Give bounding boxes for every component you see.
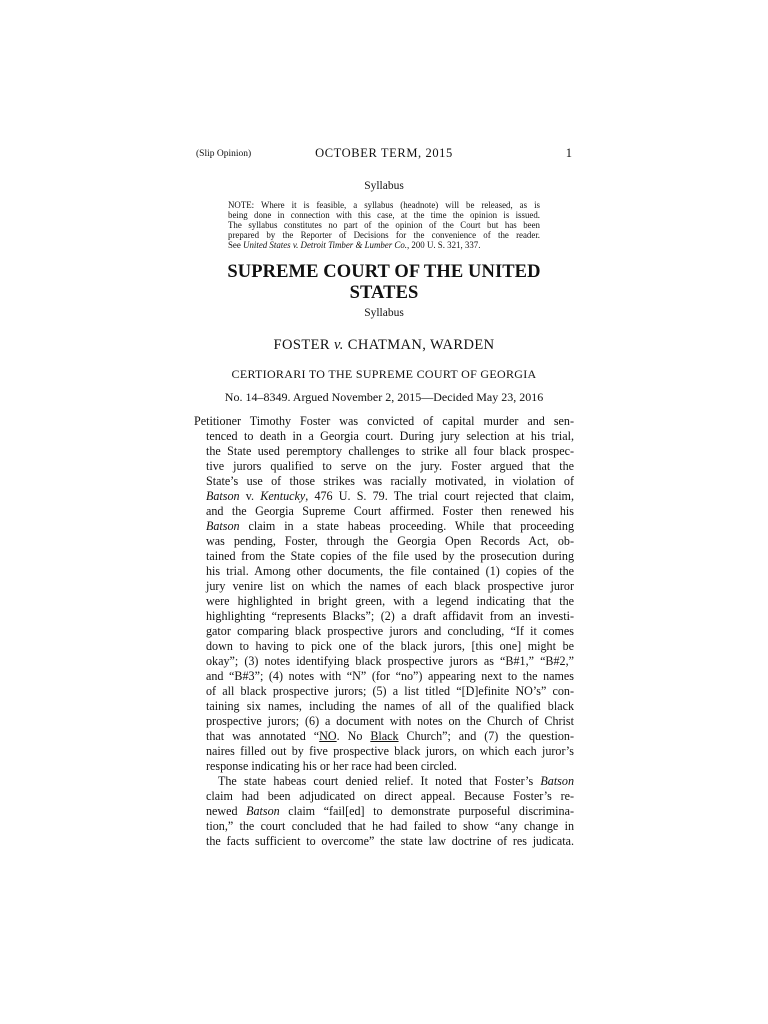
body-line: gator comparing black prospective jurors and concluding, “If it comes xyxy=(206,624,574,639)
term-label: OCTOBER TERM, 2015 xyxy=(315,146,453,160)
body-line xyxy=(194,489,574,504)
body-text-fragment: Church”; and (7) the question- xyxy=(398,729,574,744)
respondent-name: CHATMAN, WARDEN xyxy=(343,337,495,353)
body-line: down to having to pick one of the black jurors, [this one] might be xyxy=(206,639,574,654)
body-text-fragment: claim “fail[ed] to demonstrate purposeful discrimina- xyxy=(279,804,574,819)
body-line: tive jurors qualified to serve on the jury. Foster argued that the xyxy=(206,459,574,474)
note-line: prepared by the Reporter of Decisions for the convenience of the reader. xyxy=(228,229,540,240)
body-line: were highlighted in bright green, with a legend indicating that the xyxy=(206,594,574,609)
case-name xyxy=(194,337,574,354)
case-ref-batson: Batson xyxy=(206,519,240,534)
syllabus-heading-top: Syllabus xyxy=(364,180,404,192)
body-line: his trial. Among other documents, the file contained (1) copies of the xyxy=(206,564,574,579)
case-ref-batson: Batson xyxy=(206,489,240,504)
body-line: tenced to death in a Georgia court. During jury selection at his trial, xyxy=(206,429,574,444)
underlined-no: NO xyxy=(319,729,337,744)
body-text-fragment: that was annotated “ xyxy=(206,729,320,744)
body-line: naires filled out by five prospective black jurors, on which each juror’s xyxy=(206,744,574,759)
body-line: the State used peremptory challenges to strike all four black prospec- xyxy=(206,444,574,459)
body-text-fragment: , 476 U. S. 79. The trial court rejected that claim, xyxy=(305,489,574,504)
versus: v. xyxy=(333,337,344,353)
body-line xyxy=(194,729,574,744)
body-line: response indicating his or her race had been circled. xyxy=(206,759,457,774)
body-line: State’s use of those strikes was racially motivated, in violation of xyxy=(206,474,574,489)
headnote-notice xyxy=(228,201,540,251)
body-line: tained from the State copies of the file used by the prosecution during xyxy=(206,549,574,564)
note-cited-case: United States v. Detroit Timber & Lumber Co. xyxy=(243,239,407,250)
body-text-fragment: newed xyxy=(206,804,247,819)
body-line: Petitioner Timothy Foster was convicted of capital murder and sen- xyxy=(194,414,574,428)
body-text-fragment: v. xyxy=(239,489,261,504)
petitioner-name: FOSTER xyxy=(273,337,334,353)
court-title: SUPREME COURT OF THE UNITED STATES xyxy=(227,262,541,303)
body-line: the facts sufficient to overcome” the state law doctrine of res judicata. xyxy=(206,834,574,849)
body-line: and “B#3”; (4) notes with “N” (for “no”) appearing next to the names xyxy=(206,669,574,684)
body-line: of all black prospective jurors; (5) a list titled “[D]efinite NO’s” con- xyxy=(206,684,574,699)
body-line: tion,” the court concluded that he had failed to show “any change in xyxy=(206,819,574,834)
body-line: and the Georgia Supreme Court affirmed. Foster then renewed his xyxy=(206,504,574,519)
underlined-black: Black xyxy=(370,729,399,744)
body-line: highlighting “represents Blacks”; (2) a draft affidavit from an investi- xyxy=(206,609,574,624)
body-line: was pending, Foster, through the Georgia Open Records Act, ob- xyxy=(206,534,574,549)
note-line: being done in connection with this case, at the time the opinion is issued. xyxy=(228,209,540,220)
slip-opinion-label: (Slip Opinion) xyxy=(196,149,252,159)
body-text-fragment: claim in a state habeas proceeding. While that proceeding xyxy=(239,519,574,534)
note-line-citation xyxy=(228,241,540,251)
docket-line: No. 14–8349. Argued November 2, 2015—Decided May 23, 2016 xyxy=(224,390,544,404)
body-text-fragment: . No xyxy=(336,729,371,744)
body-text-fragment: The state habeas court denied relief. It noted that Foster’s xyxy=(218,774,541,789)
syllabus-body xyxy=(194,414,574,849)
body-line: okay”; (3) notes identifying black prospective jurors as “B#1,” “B#2,” xyxy=(206,654,574,669)
body-line xyxy=(194,774,574,789)
body-line xyxy=(194,519,574,534)
certiorari-line: CERTIORARI TO THE SUPREME COURT OF GEORGIA xyxy=(231,367,537,381)
body-line: taining six names, including the names of all of the qualified black xyxy=(206,699,574,714)
note-see: See xyxy=(228,239,244,250)
body-line: jury venire list on which the names of each black prospective juror xyxy=(206,579,574,594)
note-line: NOTE: Where it is feasible, a syllabus (headnote) will be released, as is xyxy=(228,200,540,210)
case-ref-batson: Batson xyxy=(540,774,574,789)
page-number: 1 xyxy=(565,146,572,160)
case-ref-batson: Batson xyxy=(246,804,280,819)
body-line: prospective jurors; (6) a document with notes on the Church of Christ xyxy=(206,714,574,729)
syllabus-heading: Syllabus xyxy=(364,307,404,319)
note-cite: , 200 U. S. 321, 337. xyxy=(406,239,481,250)
case-ref-kentucky: Kentucky xyxy=(260,489,306,504)
body-line: claim had been adjudicated on direct appeal. Because Foster’s re- xyxy=(206,789,574,804)
body-line xyxy=(194,804,574,819)
note-line: The syllabus constitutes no part of the opinion of the Court but has been xyxy=(228,219,540,230)
running-head xyxy=(194,146,574,162)
